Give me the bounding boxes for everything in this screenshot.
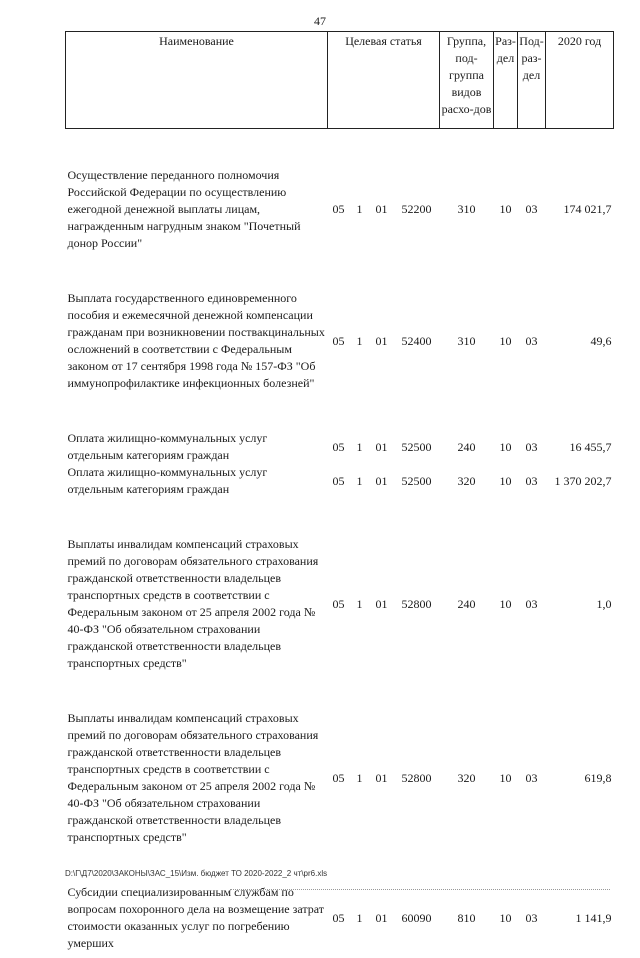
row-subsection: 03 [518,167,546,252]
row-t2: 1 [350,710,370,846]
row-group: 310 [440,290,494,392]
budget-table [65,31,614,958]
row-amount: 16 455,7 [546,430,614,464]
row-spacer [66,952,614,958]
row-group: 310 [440,167,494,252]
header-target: Целевая статья [328,32,440,129]
row-subsection: 03 [518,710,546,846]
row-t1: 05 [328,536,350,672]
row-t2: 1 [350,536,370,672]
row-subsection: 03 [518,884,546,952]
header-year: 2020 год [546,32,614,129]
table-row [66,710,614,846]
table-row [66,430,614,464]
row-subsection: 03 [518,290,546,392]
footer-file-path: D:\Г\Д7\2020\ЗАКОНЫ\ЗАС_15\Изм. бюджет ТО 2020-2022_2 чт\pr6.xls [65,869,327,878]
row-t2: 1 [350,464,370,498]
row-name: Осуществление переданного полномочия Российской Федерации по осуществлению ежегодной денежной выплаты лицам, награжденным нагрудным знаком "Почетный донор России" [66,167,328,252]
row-t4: 52500 [394,464,440,498]
row-section: 10 [494,536,518,672]
header-section: Раз-дел [494,32,518,129]
row-t2: 1 [350,884,370,952]
row-t4: 52800 [394,710,440,846]
row-group: 240 [440,536,494,672]
table-row [66,464,614,498]
row-t3: 01 [370,464,394,498]
row-group: 320 [440,464,494,498]
row-t3: 01 [370,167,394,252]
row-group: 320 [440,710,494,846]
row-spacer [66,129,614,168]
table-row [66,167,614,252]
row-t1: 05 [328,290,350,392]
table-row [66,536,614,672]
row-section: 10 [494,290,518,392]
row-t3: 01 [370,710,394,846]
row-t3: 01 [370,536,394,672]
row-t3: 01 [370,430,394,464]
row-t3: 01 [370,290,394,392]
row-name: Выплаты инвалидам компенсаций страховых премий по договорам обязательного страхования гражданской ответственности владельцев транспортных средств в соответствии с Федеральным законом от 25 апреля 2002 года № 40-ФЗ "Об обязательном страховании гражданской ответственности владельцев транспортных средств" [66,710,328,846]
row-section: 10 [494,167,518,252]
row-amount: 1,0 [546,536,614,672]
table-row [66,884,614,952]
row-amount: 619,8 [546,710,614,846]
row-t4: 52200 [394,167,440,252]
row-name: Выплата государственного единовременного пособия и ежемесячной денежной компенсации гражданам при возникновении поствакцинальных осложнений в соответствии с Федеральным законом от 17 сентября 1998 года № 157-ФЗ "Об иммунопрофилактике инфекционных болезней" [66,290,328,392]
row-name: Оплата жилищно-коммунальных услуг отдельным категориям граждан [66,430,328,464]
row-group: 810 [440,884,494,952]
row-section: 10 [494,884,518,952]
page-number: 47 [0,14,640,29]
row-subsection: 03 [518,464,546,498]
row-t1: 05 [328,430,350,464]
row-spacer [66,252,614,290]
row-t1: 05 [328,884,350,952]
row-t4: 52500 [394,430,440,464]
row-name: Субсидии специализированным службам по вопросам похоронного дела на возмещение затрат стоимости оказанных услуг по погребению умерших [66,884,328,952]
header-subsection: Под-раз-дел [518,32,546,129]
row-amount: 1 370 202,7 [546,464,614,498]
row-amount: 1 141,9 [546,884,614,952]
row-t4: 60090 [394,884,440,952]
row-spacer [66,498,614,536]
row-section: 10 [494,710,518,846]
row-t2: 1 [350,430,370,464]
row-subsection: 03 [518,536,546,672]
budget-rows [66,129,614,958]
row-t1: 05 [328,710,350,846]
footer-divider [230,889,610,890]
row-amount: 174 021,7 [546,167,614,252]
header-name: Наименование [66,32,328,129]
row-name: Оплата жилищно-коммунальных услуг отдельным категориям граждан [66,464,328,498]
row-section: 10 [494,464,518,498]
row-spacer [66,846,614,884]
row-group: 240 [440,430,494,464]
row-amount: 49,6 [546,290,614,392]
header-group: Группа, под-группа видов расхо-дов [440,32,494,129]
row-t1: 05 [328,167,350,252]
row-t2: 1 [350,290,370,392]
header-row [66,32,614,129]
row-t1: 05 [328,464,350,498]
row-spacer [66,672,614,710]
row-name: Выплаты инвалидам компенсаций страховых премий по договорам обязательного страхования гражданской ответственности владельцев транспортных средств в соответствии с Федеральным законом от 25 апреля 2002 года № 40-ФЗ "Об обязательном страховании гражданской ответственности владельцев транспортных средств" [66,536,328,672]
row-t4: 52400 [394,290,440,392]
row-subsection: 03 [518,430,546,464]
row-spacer [66,392,614,430]
table-row [66,290,614,392]
row-t4: 52800 [394,536,440,672]
row-t2: 1 [350,167,370,252]
row-section: 10 [494,430,518,464]
row-t3: 01 [370,884,394,952]
